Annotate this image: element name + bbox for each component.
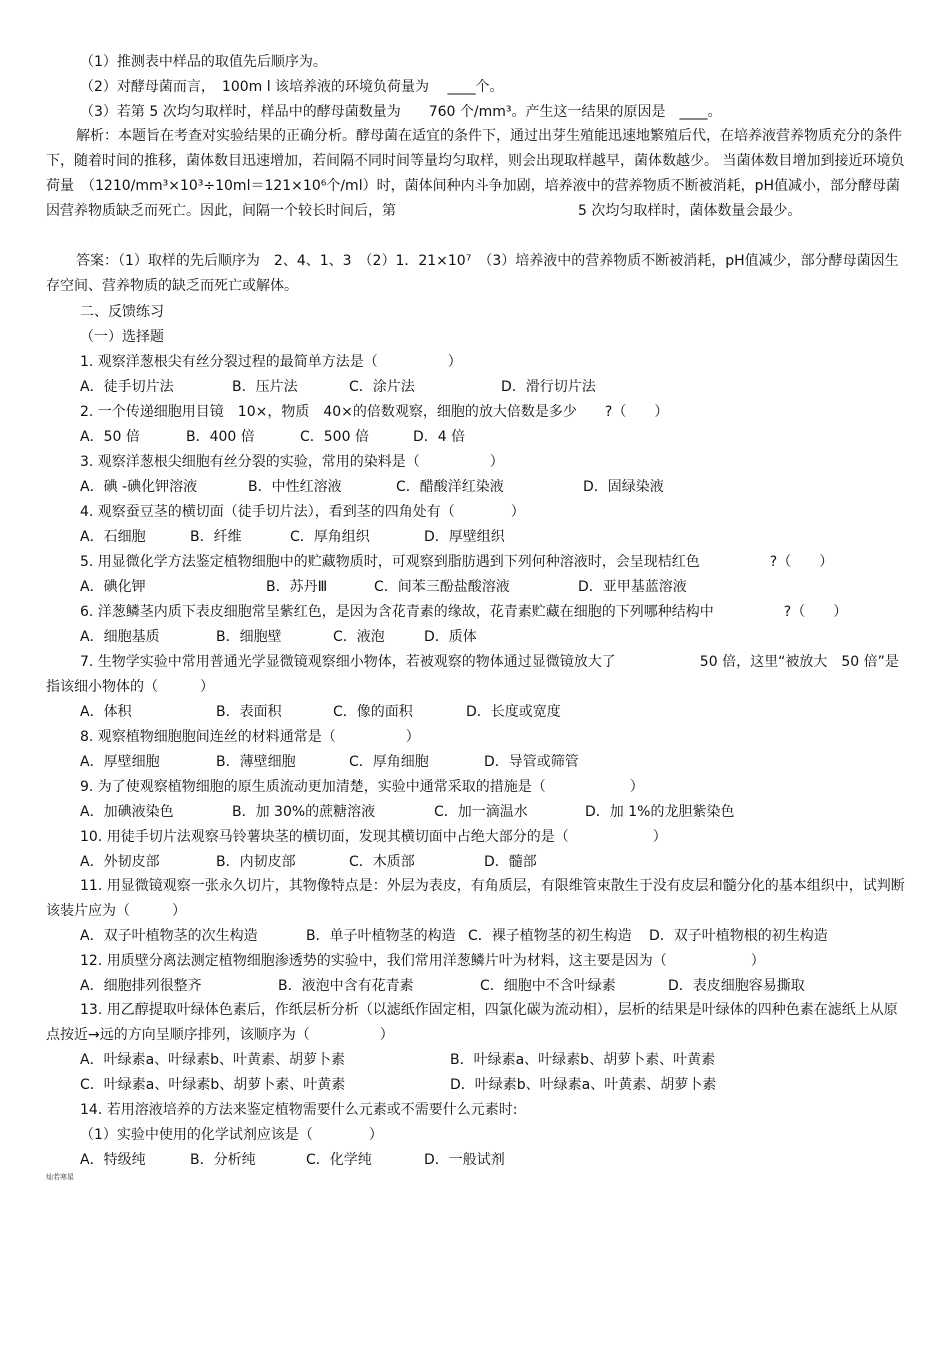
question-14: 14. 若用溶液培养的方法来鉴定植物需要什么元素或不需要什么元素时:: [80, 1102, 518, 1118]
option-9b: B．加 30%的蔗糖溶液: [232, 804, 376, 820]
option-1b: B．压片法: [232, 379, 298, 395]
question-6: 6. 洋葱鳞茎内质下表皮细胞常呈紫红色，是因为含花青素的缘故，花青素贮藏在细胞的下列哪种结构中 ?（ ）: [80, 604, 848, 620]
option-14b: B．分析纯: [190, 1152, 256, 1168]
option-6a: A．细胞基质: [80, 629, 160, 645]
option-11d: D．双子叶植物根的初生构造: [649, 928, 828, 944]
option-12c: C．细胞中不含叶绿素: [480, 978, 616, 994]
option-4a: A．石细胞: [80, 529, 146, 545]
intro-question-2: （2）对酵母菌而言， 100m l 该培养液的环境负荷量为 ____个。: [80, 79, 504, 95]
option-3b: B．中性红溶液: [248, 479, 342, 495]
option-13b: B．叶绿素a、叶绿素b、胡萝卜素、叶黄素: [450, 1052, 716, 1068]
question-11: 11. 用显微镜观察一张永久切片，其物像特点是：外层为表皮，有角质层，有限维管束散生于没有皮层和髓分化的基本组织中，试判断该装片应为（ ）: [46, 878, 905, 919]
question-10: 10. 用徒手切片法观察马铃薯块茎的横切面，发现其横切面中占绝大部分的是（ ）: [80, 829, 667, 845]
option-2a: A．50 倍: [80, 429, 140, 445]
option-13d: D．叶绿素b、叶绿素a、叶黄素、胡萝卜素: [450, 1077, 717, 1093]
option-2d: D．4 倍: [413, 429, 466, 445]
option-5c: C．间苯三酚盐酸溶液: [374, 579, 510, 595]
option-5b: B．苏丹Ⅲ: [266, 579, 328, 595]
option-8c: C．厚角细胞: [349, 754, 429, 770]
option-1c: C．涂片法: [349, 379, 415, 395]
question-13: 13. 用乙醇提取叶绿体色素后，作纸层析分析（以滤纸作固定相，四氯化碳为流动相），层析的结果是叶绿体的四种色素在滤纸上从原点按近→远的方向呈顺序排列，该顺序为（ ）: [46, 1002, 898, 1043]
option-10a: A．外韧皮部: [80, 854, 160, 870]
subsection-title: （一）选择题: [80, 329, 164, 345]
section-title: 二、反馈练习: [80, 304, 164, 320]
option-7c: C．像的面积: [333, 704, 413, 720]
option-1d: D．滑行切片法: [501, 379, 596, 395]
question-14-sub-1: （1）实验中使用的化学试剂应该是（ ）: [80, 1127, 383, 1143]
intro-question-1: （1）推测表中样品的取值先后顺序为。: [80, 54, 327, 70]
question-12: 12. 用质壁分离法测定植物细胞渗透势的实验中，我们常用洋葱鳞片叶为材料，这主要是因为（ ）: [80, 953, 765, 969]
page-footer: 灿若寒星: [46, 1173, 74, 1181]
option-11a: A．双子叶植物茎的次生构造: [80, 928, 258, 944]
option-9a: A．加碘液染色: [80, 804, 174, 820]
option-3d: D．固绿染液: [583, 479, 664, 495]
option-4b: B．纤维: [190, 529, 242, 545]
option-2b: B．400 倍: [186, 429, 255, 445]
option-13a: A．叶绿素a、叶绿素b、叶黄素、胡萝卜素: [80, 1052, 346, 1068]
option-2c: C．500 倍: [300, 429, 369, 445]
option-9d: D．加 1%的龙胆紫染色: [585, 804, 735, 820]
analysis-paragraph: 解析：本题旨在考查对实验结果的正确分析。酵母菌在适宜的条件下，通过出芽生殖能迅速地繁殖后代，在培养液营养物质充分的条件下，随着时间的推移，菌体数目迅速增加，若间隔不同时间等量均匀取样，则会出现取样越早，菌体数越少。 当菌体数目增加到接近环境负荷量 （1210/mm³×10³÷10ml＝121×10⁶个/ml）时，菌体间种内斗争加剧，培养液中的营养物质不断被消耗，pH值减小，部分酵母菌因营养物质缺乏而死亡。因此，间隔一个较长时间后，第 5 次均匀取样时，菌体数量会最少。: [46, 128, 905, 219]
option-14a: A．特级纯: [80, 1152, 146, 1168]
option-11c: C．裸子植物茎的初生构造: [468, 928, 632, 944]
option-14d: D．一般试剂: [424, 1152, 505, 1168]
option-6d: D．质体: [424, 629, 477, 645]
option-6c: C．液泡: [333, 629, 385, 645]
option-14c: C．化学纯: [306, 1152, 372, 1168]
question-1: 1. 观察洋葱根尖有丝分裂过程的最简单方法是（ ）: [80, 354, 462, 370]
option-8b: B．薄壁细胞: [216, 754, 296, 770]
option-13c: C．叶绿素a、叶绿素b、胡萝卜素、叶黄素: [80, 1077, 346, 1093]
option-7d: D．长度或宽度: [466, 704, 561, 720]
option-10c: C．木质部: [349, 854, 415, 870]
option-3c: C．醋酸洋红染液: [396, 479, 504, 495]
option-12d: D．表皮细胞容易撕取: [668, 978, 805, 994]
option-7b: B．表面积: [216, 704, 282, 720]
question-5: 5. 用显微化学方法鉴定植物细胞中的贮藏物质时，可观察到脂肪遇到下列何种溶液时，会呈现桔红色 ?（ ）: [80, 554, 834, 570]
option-4d: D．厚壁组织: [424, 529, 505, 545]
answer-paragraph: 答案：（1）取样的先后顺序为 2、4、1、3 （2）1．21×10⁷ （3）培养液中的营养物质不断被消耗，pH值减少，部分酵母菌因生存空间、营养物质的缺乏而死亡或解体。: [46, 253, 899, 294]
question-4: 4. 观察蚕豆茎的横切面（徒手切片法），看到茎的四角处有（ ）: [80, 504, 525, 520]
question-8: 8. 观察植物细胞胞间连丝的材料通常是（ ）: [80, 729, 420, 745]
option-5a: A．碘化钾: [80, 579, 146, 595]
option-4c: C．厚角组织: [290, 529, 370, 545]
question-2: 2. 一个传递细胞用目镜 10×，物质 40×的倍数观察，细胞的放大倍数是多少 ?（ ）: [80, 404, 669, 420]
option-7a: A．体积: [80, 704, 132, 720]
option-9c: C．加一滴温水: [434, 804, 528, 820]
option-11b: B．单子叶植物茎的构造: [306, 928, 456, 944]
intro-question-3: （3）若第 5 次均匀取样时，样品中的酵母菌数量为 760 个/mm³。产生这一结果的原因是 ____。: [80, 104, 722, 120]
option-8d: D．导管或筛管: [484, 754, 579, 770]
option-5d: D．亚甲基蓝溶液: [578, 579, 687, 595]
option-10b: B．内韧皮部: [216, 854, 296, 870]
question-3: 3. 观察洋葱根尖细胞有丝分裂的实验，常用的染料是（ ）: [80, 454, 504, 470]
option-1a: A．徒手切片法: [80, 379, 174, 395]
question-7: 7. 生物学实验中常用普通光学显微镜观察细小物体，若被观察的物体通过显微镜放大了 50 倍，这里“被放大 50 倍”是指该细小物体的（ ）: [46, 654, 899, 695]
option-12a: A．细胞排列很整齐: [80, 978, 202, 994]
option-6b: B．细胞壁: [216, 629, 282, 645]
question-9: 9. 为了使观察植物细胞的原生质流动更加清楚，实验中通常采取的措施是（ ）: [80, 779, 644, 795]
option-3a: A．碘 -碘化钾溶液: [80, 479, 198, 495]
option-10d: D．髓部: [484, 854, 537, 870]
option-12b: B．液泡中含有花青素: [278, 978, 414, 994]
option-8a: A．厚壁细胞: [80, 754, 160, 770]
